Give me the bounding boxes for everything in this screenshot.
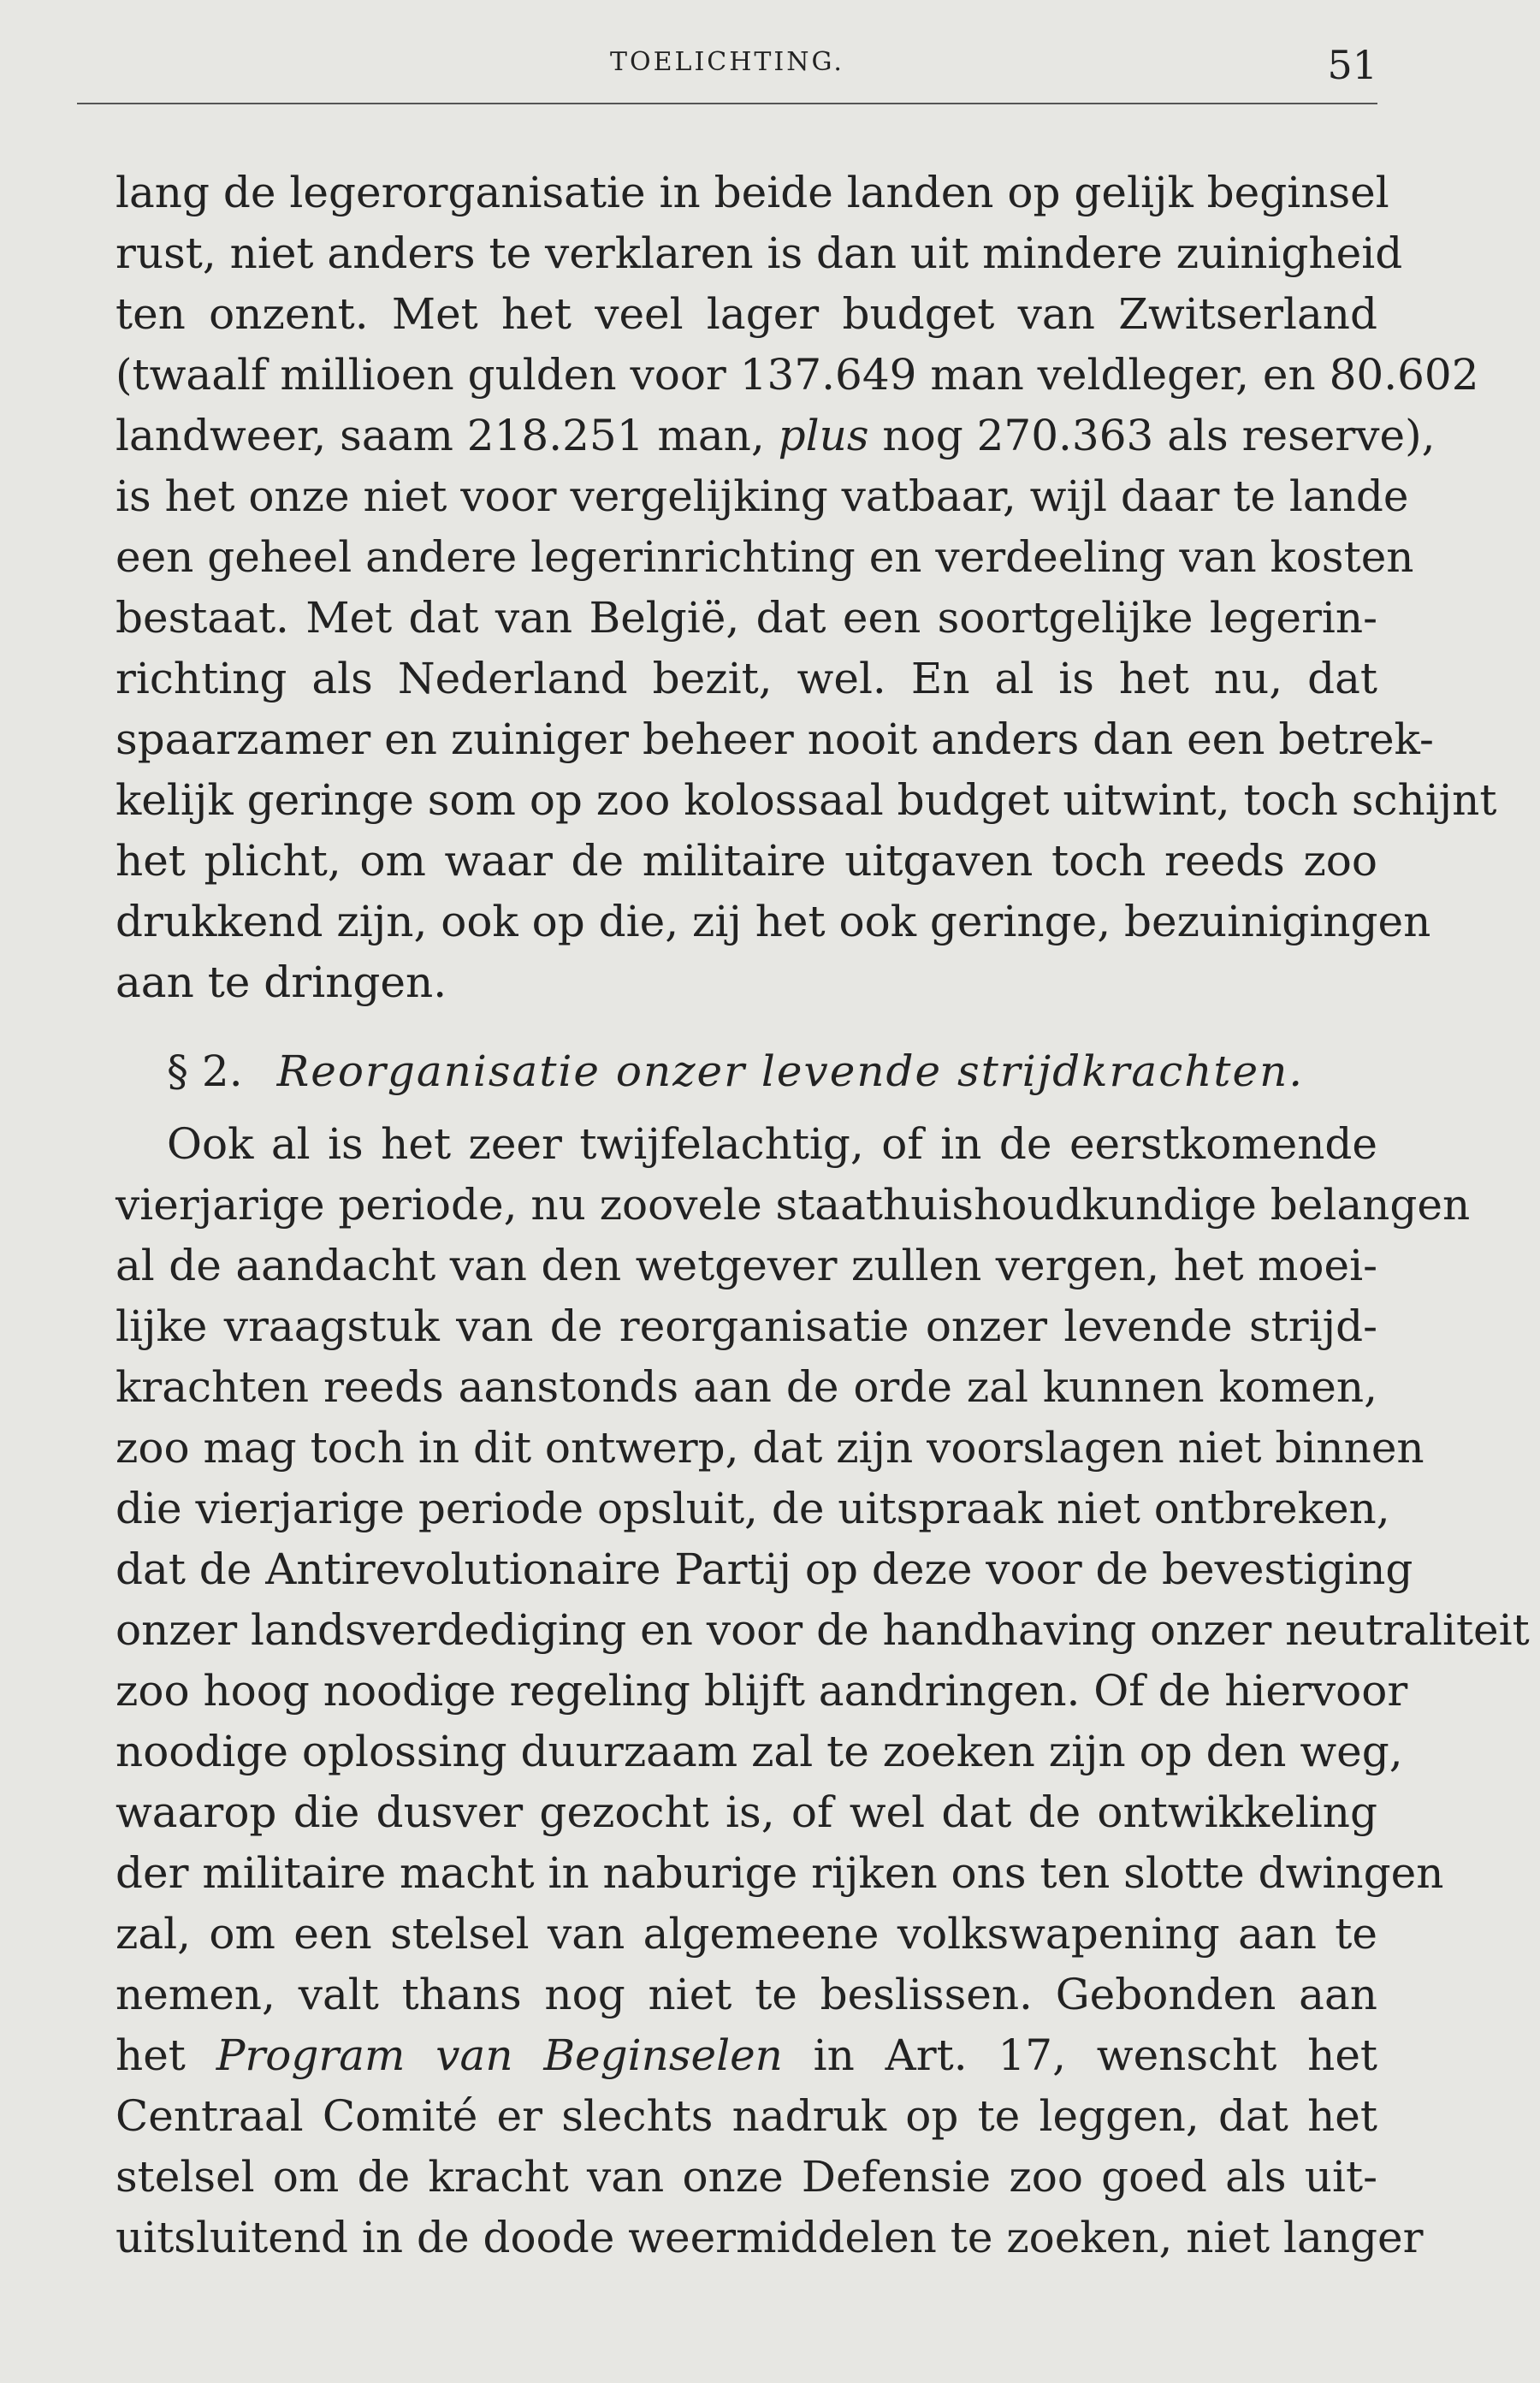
text-line: waarop die dusver gezocht is, of wel dat de ontwikkeling <box>116 1787 1377 1837</box>
text-line: drukkend zijn, ook op die, zij het ook geringe, bezuinigingen <box>116 897 1431 946</box>
text-segment: in Art. 17, wenscht het <box>782 2030 1378 2080</box>
section-title: Reorganisatie onzer levende strijdkrachten. <box>276 1046 1305 1096</box>
text-line: bestaat. Met dat van België, dat een soortgelijke legerin- <box>116 593 1377 643</box>
text-line: zoo hoog noodige regeling blijft aandringen. Of de hiervoor <box>116 1666 1408 1716</box>
running-title: TOELICHTING. <box>610 47 844 77</box>
text-line-with-italic <box>116 406 1436 466</box>
text-line: die vierjarige periode opsluit, de uitspraak niet ontbreken, <box>116 1484 1390 1533</box>
section-heading <box>116 1028 1377 1114</box>
text-line: spaarzamer en zuiniger beheer nooit anders dan een betrek- <box>116 714 1434 764</box>
text-segment: het <box>116 2030 216 2080</box>
text-line: stelsel om de kracht van onze Defensie zoo goed als uit- <box>116 2152 1377 2202</box>
text-line: rust, niet anders te verklaren is dan uit mindere zuinigheid <box>116 228 1403 278</box>
text-line: lang de legerorganisatie in beide landen op gelijk beginsel <box>116 168 1389 217</box>
text-line: noodige oplossing duurzaam zal te zoeken zijn op den weg, <box>116 1727 1403 1776</box>
header-rule <box>77 103 1377 104</box>
text-line: Ook al is het zeer twijfelachtig, of in de eerstkomende <box>167 1119 1377 1169</box>
text-line: aan te dringen. <box>116 957 447 1007</box>
text-line: al de aandacht van den wetgever zullen vergen, het moei- <box>116 1241 1377 1290</box>
text-line: vierjarige periode, nu zoovele staathuishoudkundige belangen <box>116 1180 1471 1230</box>
text-line: zal, om een stelsel van algemeene volkswapening aan te <box>116 1909 1377 1959</box>
text-line: (twaalf millioen gulden voor 137.649 man veldleger, en 80.602 <box>116 350 1479 400</box>
section-number: § 2. <box>167 1046 243 1096</box>
text-line: nemen, valt thans nog niet te beslissen. Gebonden aan <box>116 1970 1377 2019</box>
body-text <box>116 163 1530 2268</box>
text-line: der militaire macht in naburige rijken ons ten slotte dwingen <box>116 1848 1444 1898</box>
text-line: dat de Antirevolutionaire Partij op deze voor de bevestiging <box>116 1544 1413 1594</box>
italic-title: Program van Beginselen <box>216 2030 783 2080</box>
text-line: een geheel andere legerinrichting en verdeeling van kosten <box>116 532 1414 582</box>
italic-word: plus <box>778 411 869 460</box>
running-head <box>77 42 1377 107</box>
text-segment: nog 270.363 als reserve), <box>868 411 1436 460</box>
text-segment: landweer, saam 218.251 man, <box>116 411 779 460</box>
text-line: ten onzent. Met het veel lager budget van Zwitserland <box>116 289 1377 339</box>
text-line: zoo mag toch in dit ontwerp, dat zijn voorslagen niet binnen <box>116 1423 1424 1473</box>
text-line: krachten reeds aanstonds aan de orde zal kunnen komen, <box>116 1362 1377 1412</box>
text-line: kelijk geringe som op zoo kolossaal budget uitwint, toch schijnt <box>116 775 1497 825</box>
text-line: lijke vraagstuk van de reorganisatie onzer levende strijd- <box>116 1301 1377 1351</box>
text-line: het plicht, om waar de militaire uitgaven toch reeds zoo <box>116 836 1377 886</box>
page-number: 51 <box>1327 42 1377 88</box>
text-line: richting als Nederland bezit, wel. En al is het nu, dat <box>116 654 1377 703</box>
text-line: uitsluitend in de doode weermiddelen te zoeken, niet langer <box>116 2213 1424 2262</box>
text-line-with-italic <box>116 2025 1377 2086</box>
text-line: onzer landsverdediging en voor de handhaving onzer neutraliteit <box>116 1605 1530 1655</box>
text-line: is het onze niet voor vergelijking vatbaar, wijl daar te lande <box>116 471 1409 521</box>
text-line: Centraal Comité er slechts nadruk op te leggen, dat het <box>116 2091 1377 2141</box>
